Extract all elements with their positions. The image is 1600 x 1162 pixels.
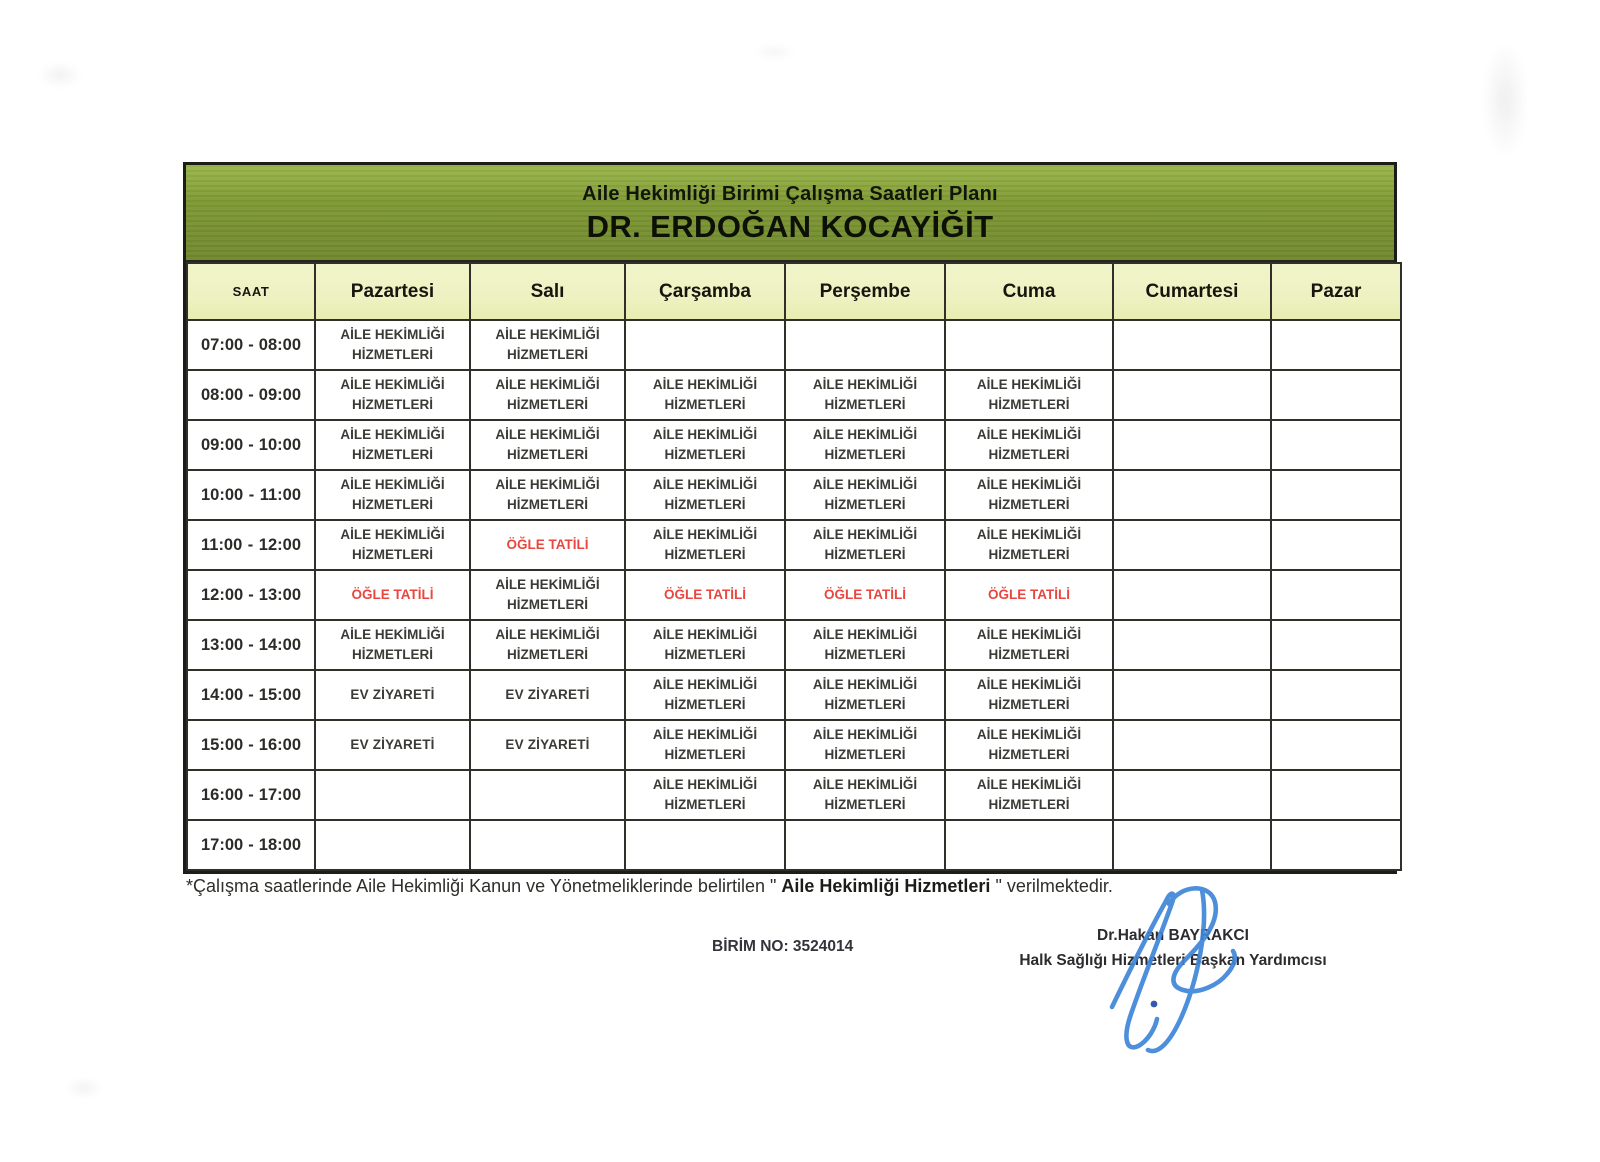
schedule-cell-visit: EV ZİYARETİ (470, 670, 625, 720)
footnote-suffix: " verilmektedir. (990, 876, 1113, 896)
schedule-cell-break: ÖĞLE TATİLİ (625, 570, 785, 620)
time-range-cell (187, 420, 315, 470)
schedule-row (187, 820, 1401, 870)
schedule-cell-visit: EV ZİYARETİ (470, 720, 625, 770)
schedule-cell-empty (1113, 370, 1271, 420)
schedule-cell-empty (1113, 520, 1271, 570)
time-dash: - (248, 335, 254, 354)
schedule-cell-service: AİLE HEKİMLİĞİ HİZMETLERİ (470, 420, 625, 470)
column-header-day: Cumartesi (1113, 263, 1271, 320)
schedule-cell-empty (1271, 720, 1401, 770)
time-start: 13:00 (201, 635, 244, 654)
schedule-cell-service: AİLE HEKİMLİĞİ HİZMETLERİ (470, 470, 625, 520)
schedule-cell-service: AİLE HEKİMLİĞİ HİZMETLERİ (625, 520, 785, 570)
schedule-row (187, 320, 1401, 370)
schedule-cell-empty (470, 820, 625, 870)
time-dash: - (247, 535, 254, 554)
time-start: 08:00 (201, 385, 244, 404)
time-dash: - (248, 785, 254, 804)
schedule-cell-service: AİLE HEKİMLİĞİ HİZMETLERİ (785, 720, 945, 770)
schedule-cell-empty (785, 820, 945, 870)
time-end: 17:00 (258, 785, 301, 804)
schedule-cell-break: ÖĞLE TATİLİ (315, 570, 470, 620)
schedule-cell-service: AİLE HEKİMLİĞİ HİZMETLERİ (945, 620, 1113, 670)
signer-block (1008, 927, 1338, 970)
scan-artifact (66, 1078, 102, 1098)
schedule-cell-break: ÖĞLE TATİLİ (470, 520, 625, 570)
schedule-row (187, 720, 1401, 770)
schedule-cell-service: AİLE HEKİMLİĞİ HİZMETLERİ (470, 570, 625, 620)
schedule-cell-service: AİLE HEKİMLİĞİ HİZMETLERİ (945, 470, 1113, 520)
time-start: 07:00 (201, 335, 244, 354)
schedule-cell-empty (1271, 320, 1401, 370)
schedule-table-container (183, 162, 1397, 874)
time-start: 10:00 (201, 485, 244, 504)
schedule-cell-service: AİLE HEKİMLİĞİ HİZMETLERİ (785, 770, 945, 820)
scan-artifact (752, 44, 796, 60)
time-end: 12:00 (258, 535, 301, 554)
time-range-cell (187, 620, 315, 670)
time-range-cell (187, 670, 315, 720)
schedule-row (187, 670, 1401, 720)
schedule-cell-empty (785, 320, 945, 370)
time-start: 15:00 (201, 735, 244, 754)
column-header-saat: SAAT (187, 263, 315, 320)
time-dash: - (248, 735, 254, 754)
footnote-bold-term: Aile Hekimliği Hizmetleri (781, 876, 991, 896)
time-dash: - (248, 685, 254, 704)
schedule-row (187, 420, 1401, 470)
footnote-prefix: *Çalışma saatlerinde Aile Hekimliği Kanun ve Yönetmeliklerinde belirtilen " (186, 876, 782, 896)
time-start: 12:00 (201, 585, 244, 604)
signer-name: Dr.Hakan BAYRAKCI (1097, 927, 1249, 944)
time-end: 18:00 (258, 835, 301, 854)
schedule-cell-empty (1271, 820, 1401, 870)
time-dash: - (248, 385, 254, 404)
column-header-day: Perşembe (785, 263, 945, 320)
schedule-cell-service: AİLE HEKİMLİĞİ HİZMETLERİ (315, 470, 470, 520)
schedule-cell-service: AİLE HEKİMLİĞİ HİZMETLERİ (625, 770, 785, 820)
time-start: 17:00 (201, 835, 244, 854)
column-header-day: Pazar (1271, 263, 1401, 320)
schedule-row (187, 470, 1401, 520)
schedule-cell-service: AİLE HEKİMLİĞİ HİZMETLERİ (470, 620, 625, 670)
time-start: 09:00 (201, 435, 244, 454)
column-header-day: Pazartesi (315, 263, 470, 320)
schedule-cell-break: ÖĞLE TATİLİ (945, 570, 1113, 620)
schedule-cell-service: AİLE HEKİMLİĞİ HİZMETLERİ (470, 370, 625, 420)
schedule-cell-empty (315, 820, 470, 870)
schedule-cell-empty (1113, 420, 1271, 470)
scan-artifact (38, 62, 82, 88)
schedule-row (187, 620, 1401, 670)
schedule-cell-service: AİLE HEKİMLİĞİ HİZMETLERİ (785, 470, 945, 520)
schedule-cell-service: AİLE HEKİMLİĞİ HİZMETLERİ (785, 420, 945, 470)
scan-artifact (1482, 40, 1528, 160)
schedule-cell-service: AİLE HEKİMLİĞİ HİZMETLERİ (785, 620, 945, 670)
schedule-body (187, 320, 1401, 870)
schedule-cell-empty (1113, 570, 1271, 620)
schedule-cell-empty (625, 320, 785, 370)
time-start: 16:00 (201, 785, 244, 804)
schedule-row (187, 520, 1401, 570)
time-end: 10:00 (258, 435, 301, 454)
schedule-cell-empty (1271, 770, 1401, 820)
schedule-cell-service: AİLE HEKİMLİĞİ HİZMETLERİ (945, 420, 1113, 470)
time-end: 13:00 (258, 585, 301, 604)
schedule-cell-service: AİLE HEKİMLİĞİ HİZMETLERİ (625, 620, 785, 670)
time-range-cell (187, 370, 315, 420)
schedule-cell-service: AİLE HEKİMLİĞİ HİZMETLERİ (785, 670, 945, 720)
schedule-cell-empty (470, 770, 625, 820)
time-range-cell (187, 320, 315, 370)
schedule-cell-empty (625, 820, 785, 870)
schedule-cell-service: AİLE HEKİMLİĞİ HİZMETLERİ (945, 370, 1113, 420)
time-range-cell (187, 520, 315, 570)
time-dash: - (248, 435, 254, 454)
schedule-cell-service: AİLE HEKİMLİĞİ HİZMETLERİ (625, 470, 785, 520)
time-dash: - (248, 585, 254, 604)
time-range-cell (187, 570, 315, 620)
schedule-cell-empty (1271, 620, 1401, 670)
schedule-cell-visit: EV ZİYARETİ (315, 720, 470, 770)
schedule-row (187, 570, 1401, 620)
schedule-cell-service: AİLE HEKİMLİĞİ HİZMETLERİ (625, 370, 785, 420)
schedule-cell-service: AİLE HEKİMLİĞİ HİZMETLERİ (625, 420, 785, 470)
schedule-cell-service: AİLE HEKİMLİĞİ HİZMETLERİ (315, 620, 470, 670)
time-end: 16:00 (258, 735, 301, 754)
column-header-day: Salı (470, 263, 625, 320)
time-end: 11:00 (259, 485, 301, 504)
schedule-cell-empty (1113, 320, 1271, 370)
time-range-cell (187, 820, 315, 870)
time-range-cell (187, 720, 315, 770)
schedule-cell-empty (1113, 820, 1271, 870)
schedule-cell-service: AİLE HEKİMLİĞİ HİZMETLERİ (945, 520, 1113, 570)
schedule-cell-empty (1113, 770, 1271, 820)
column-header-day: Çarşamba (625, 263, 785, 320)
time-range-cell (187, 770, 315, 820)
time-end: 08:00 (258, 335, 301, 354)
schedule-title-bar (186, 165, 1394, 262)
schedule-cell-empty (1271, 670, 1401, 720)
time-start: 14:00 (201, 685, 244, 704)
doctor-name-title: DR. ERDOĞAN KOCAYİĞİT (586, 208, 994, 244)
time-dash: - (248, 635, 254, 654)
weekly-schedule-table (186, 262, 1402, 871)
time-end: 09:00 (258, 385, 301, 404)
schedule-cell-service: AİLE HEKİMLİĞİ HİZMETLERİ (470, 320, 625, 370)
schedule-cell-service: AİLE HEKİMLİĞİ HİZMETLERİ (315, 420, 470, 470)
schedule-subtitle: Aile Hekimliği Birimi Çalışma Saatleri Planı (582, 182, 998, 205)
time-range-cell (187, 470, 315, 520)
schedule-cell-empty (1113, 470, 1271, 520)
schedule-cell-service: AİLE HEKİMLİĞİ HİZMETLERİ (315, 320, 470, 370)
schedule-cell-service: AİLE HEKİMLİĞİ HİZMETLERİ (315, 370, 470, 420)
schedule-cell-empty (945, 320, 1113, 370)
schedule-cell-service: AİLE HEKİMLİĞİ HİZMETLERİ (945, 720, 1113, 770)
footnote-text (186, 876, 1366, 897)
schedule-cell-empty (1271, 470, 1401, 520)
schedule-cell-break: ÖĞLE TATİLİ (785, 570, 945, 620)
schedule-cell-service: AİLE HEKİMLİĞİ HİZMETLERİ (945, 770, 1113, 820)
unit-number: BİRİM NO: 3524014 (712, 938, 854, 955)
schedule-cell-empty (315, 770, 470, 820)
schedule-cell-empty (1113, 720, 1271, 770)
schedule-cell-service: AİLE HEKİMLİĞİ HİZMETLERİ (625, 720, 785, 770)
schedule-cell-service: AİLE HEKİMLİĞİ HİZMETLERİ (785, 520, 945, 570)
schedule-cell-visit: EV ZİYARETİ (315, 670, 470, 720)
schedule-cell-service: AİLE HEKİMLİĞİ HİZMETLERİ (315, 520, 470, 570)
schedule-cell-empty (1113, 620, 1271, 670)
schedule-cell-empty (1271, 520, 1401, 570)
schedule-cell-empty (945, 820, 1113, 870)
time-end: 15:00 (258, 685, 301, 704)
signature-scribble-icon (1082, 882, 1292, 1067)
schedule-row (187, 770, 1401, 820)
time-dash: - (248, 485, 255, 504)
schedule-row (187, 370, 1401, 420)
column-header-day: Cuma (945, 263, 1113, 320)
schedule-cell-empty (1271, 420, 1401, 470)
time-dash: - (248, 835, 254, 854)
schedule-header-row (187, 263, 1401, 320)
schedule-cell-service: AİLE HEKİMLİĞİ HİZMETLERİ (945, 670, 1113, 720)
schedule-cell-service: AİLE HEKİMLİĞİ HİZMETLERİ (785, 370, 945, 420)
time-start: 11:00 (201, 535, 243, 554)
schedule-cell-empty (1271, 570, 1401, 620)
signer-title: Halk Sağlığı Hizmetleri Başkan Yardımcısı (1019, 952, 1327, 969)
schedule-cell-empty (1271, 370, 1401, 420)
schedule-cell-empty (1113, 670, 1271, 720)
time-end: 14:00 (258, 635, 301, 654)
schedule-cell-service: AİLE HEKİMLİĞİ HİZMETLERİ (625, 670, 785, 720)
